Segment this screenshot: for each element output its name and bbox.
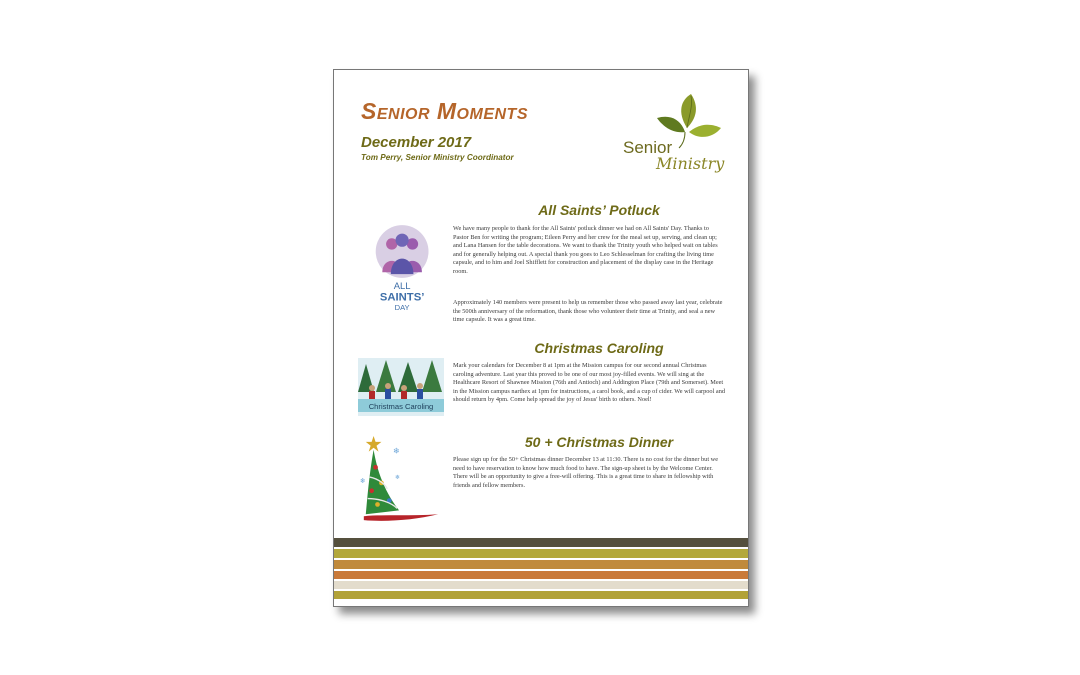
caroling-paragraph: Mark your calendars for December 8 at 1pm at the Mission campus for our second annual Christmas caroling adventure. Last year this proved to be one of our most joy-filled events. We will sing at the Healthcare Resort of Shawnee Mission (76th and Antioch) and Addington Place (79th and Somerset). Meet in the Mission campus narthex at 1pm for instructions, a carol book, and a cup of cider. We will carpool and should return by 4pm. Come help spread the joy of Jesus' birth to others. Noel!	[453, 362, 725, 403]
svg-text:❄: ❄	[393, 446, 400, 456]
newsletter-title: Senior Moments	[361, 98, 529, 124]
stripe-3	[334, 560, 748, 569]
section-heading-caroling: Christmas Caroling	[534, 340, 664, 356]
all-saints-line2: SAINTS’	[379, 291, 425, 304]
potluck-paragraph-2: Approximately 140 members were present to help us remember those who passed away last year, celebrate the 500th anniversary of the reformation, thank those who volunteer their time at Trinity, and seal a new time capsule. It was a great time.	[453, 299, 723, 323]
christmas-tree-image	[356, 434, 444, 527]
caroling-image-caption: Christmas Caroling	[368, 402, 434, 411]
all-saints-line1: ALL	[393, 280, 411, 292]
newsletter-date: December 2017	[361, 134, 472, 151]
logo-word-senior: Senior	[623, 138, 673, 157]
all-saints-day-image	[371, 222, 437, 314]
stripe-5	[334, 581, 748, 589]
section-heading-dinner: 50 + Christmas Dinner	[524, 434, 674, 450]
stripe-4	[334, 571, 748, 579]
potluck-paragraph-1: We have many people to thank for the All Saints' potluck dinner we had on All Saints' Day. Thanks to Pastor Ben for writing the program; Eileen Perry and her crew for the meal set up, serving, and clean up; and Lana Hansen for the table decorations. We want to thank the Trinity youth who helped wait on tables and for generally helping out. A special thank you goes to Leo Schlesselman for crafting the living time capsule, and to him and Joel Shifflett for construction and placement of the display case in the Heritage room.	[453, 225, 718, 275]
svg-text:❄: ❄	[395, 475, 401, 482]
dinner-paragraph: Please sign up for the 50+ Christmas dinner December 13 at 11:30. There is no cost for the dinner but we need to have reservation to know how much food to have. The sign-up sheet is by the Welcome Center. There will be an opportunity to give a free-will offering. This is a great time to share in fellowship with friends and fellow members.	[453, 456, 718, 489]
stripe-2	[334, 549, 748, 558]
logo-word-ministry: Ministry	[656, 154, 725, 173]
christmas-caroling-image	[358, 358, 444, 416]
stripe-6	[334, 591, 748, 599]
coordinator-line: Tom Perry, Senior Ministry Coordinator	[361, 153, 514, 162]
stripe-1	[334, 538, 748, 547]
section-heading-potluck: All Saints’ Potluck	[538, 202, 660, 218]
newsletter-page	[333, 69, 749, 607]
all-saints-line3: DAY	[394, 302, 410, 312]
svg-text:❄: ❄	[359, 476, 366, 485]
